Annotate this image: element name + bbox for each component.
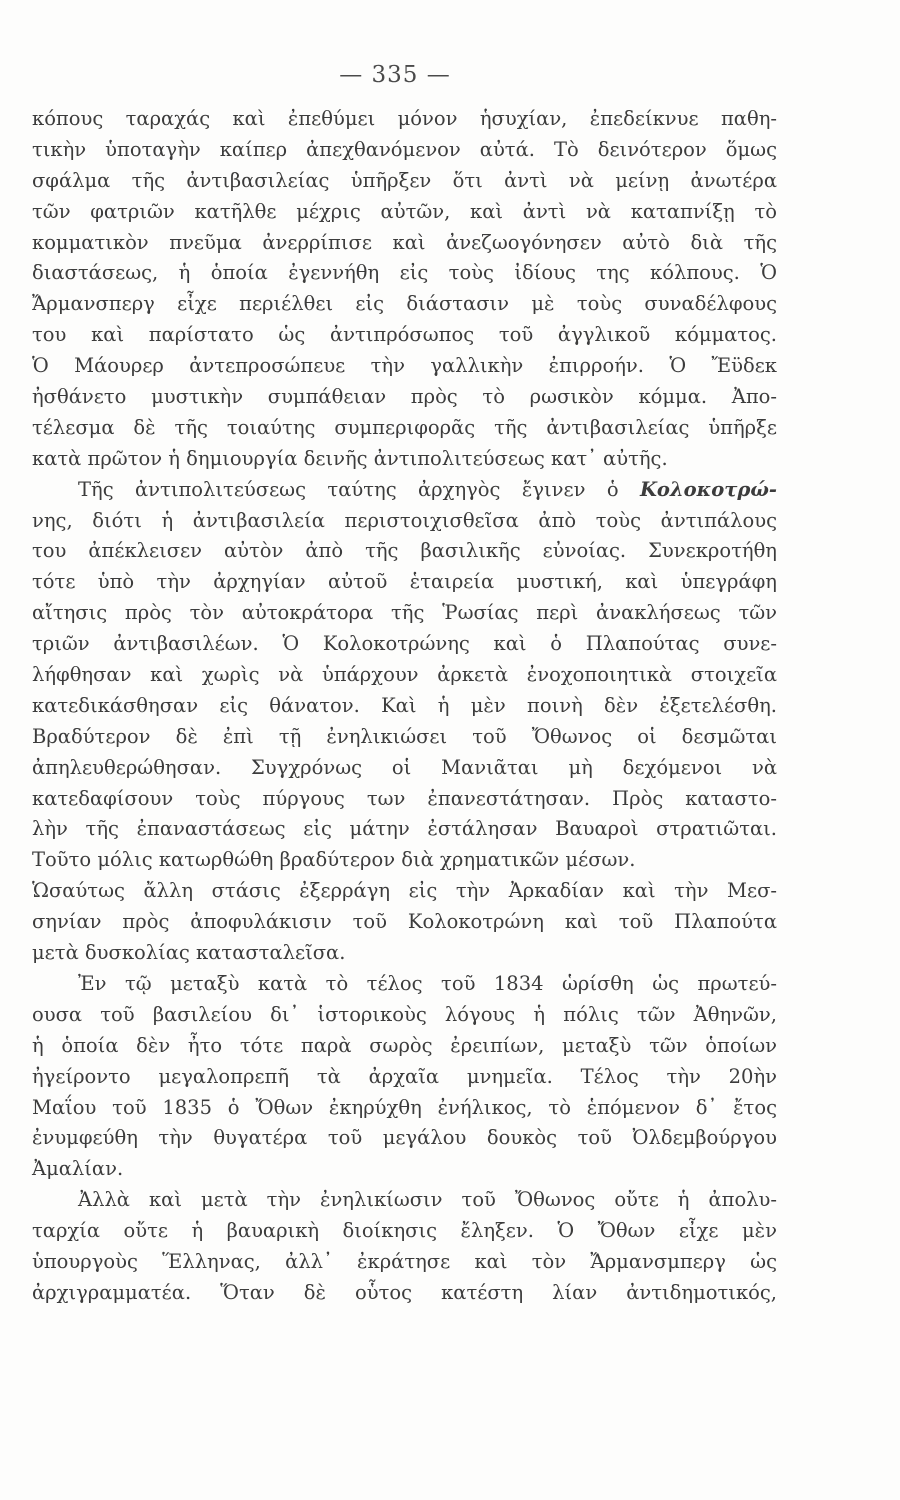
text-line: ἀρχιγραμματέα. Ὅταν δὲ οὗτος κατέστη λίαν ἀντιδημοτικός, <box>32 1280 777 1304</box>
text-line: τῶν φατριῶν κατῆλθε μέχρις αὐτῶν, καὶ ἀντὶ νὰ καταπνίξῃ τὸ <box>32 199 777 223</box>
text-line: Βραδύτερον δὲ ἐπὶ τῇ ἐνηλικιώσει τοῦ Ὄθωνος οἱ δεσμῶται <box>32 724 777 748</box>
paragraph-1 <box>32 104 777 475</box>
paragraph-3 <box>32 969 777 1185</box>
text-line: Μαΐου τοῦ 1835 ὁ Ὄθων ἐκηρύχθη ἐνήλικος, τὸ ἑπόμενον δ᾽ ἔτος <box>32 1095 777 1119</box>
text-line: τριῶν ἀντιβασιλέων. Ὁ Κολοκοτρώνης καὶ ὁ Πλαπούτας συνε- <box>32 632 777 656</box>
text-line: αἴτησις πρὸς τὸν αὐτοκράτορα τῆς Ῥωσίας περὶ ἀνακλήσεως τῶν <box>32 601 777 625</box>
text-line: σηνίαν πρὸς ἀποφυλάκισιν τοῦ Κολοκοτρώνη καὶ τοῦ Πλαπούτα <box>32 910 777 934</box>
text-line: κομματικὸν πνεῦμα ἀνερρίπισε καὶ ἀνεζωογόνησεν αὐτὸ διὰ τῆς <box>32 230 777 254</box>
page-number: — 335 — <box>339 62 451 88</box>
text-line: ταρχία οὔτε ἡ βαυαρικὴ διοίκησις ἔληξεν. Ὁ Ὄθων εἶχε μὲν <box>32 1219 777 1243</box>
text-line: ἠγείροντο μεγαλοπρεπῆ τὰ ἀρχαῖα μνημεῖα. Τέλος τὴν 20ὴν <box>32 1064 777 1088</box>
text-line: ἡ ὁποία δὲν ἦτο τότε παρὰ σωρὸς ἐρειπίων, μεταξὺ τῶν ὁποίων <box>32 1033 777 1057</box>
text-line: τότε ὑπὸ τὴν ἀρχηγίαν αὐτοῦ ἑταιρεία μυστική, καὶ ὑπεγράφη <box>32 570 777 594</box>
text-line: λὴν τῆς ἐπαναστάσεως εἰς μάτην ἐστάλησαν Βαυαροὶ στρατιῶται. <box>32 817 777 841</box>
text-line <box>32 475 777 506</box>
emphasized-name: Κολοκοτρώ- <box>639 477 777 501</box>
text-line: ὑπουργοὺς Ἕλληνας, ἀλλ᾽ ἐκράτησε καὶ τὸν Ἄρμανσμπεργ ὡς <box>32 1249 777 1273</box>
text-line: Ἀμαλίαν. <box>32 1157 124 1181</box>
text-line: Ἀλλὰ καὶ μετὰ τὴν ἐνηλικίωσιν τοῦ Ὄθωνος οὔτε ἡ ἀπολυ- <box>78 1188 777 1212</box>
text-line: Ὁ Μάουρερ ἀντεπροσώπευε τὴν γαλλικὴν ἐπιρροήν. Ὁ Ἔϋδεκ <box>32 354 777 378</box>
text-line: τικὴν ὑποταγὴν καίπερ ἀπεχθανόμενον αὐτά. Τὸ δεινότερον ὅμως <box>32 137 777 161</box>
text-line: κατὰ πρῶτον ἡ δημιουργία δεινῆς ἀντιπολιτεύσεως κατ᾽ αὐτῆς. <box>32 446 668 470</box>
text-line: του ἀπέκλεισεν αὐτὸν ἀπὸ τῆς βασιλικῆς εὐνοίας. Συνεκροτήθη <box>32 539 777 563</box>
text-line: μετὰ δυσκολίας κατασταλεῖσα. <box>32 941 346 965</box>
text-line: λήφθησαν καὶ χωρὶς νὰ ὑπάρχουν ἀρκετὰ ἐνοχοποιητικὰ στοιχεῖα <box>32 663 777 687</box>
text-line: ουσα τοῦ βασιλείου δι᾽ ἱστορικοὺς λόγους ἡ πόλις τῶν Ἀθηνῶν, <box>32 1002 777 1026</box>
text-line: διαστάσεως, ἡ ὁποία ἐγεννήθη εἰς τοὺς ἰδίους της κόλπους. Ὁ <box>32 261 777 285</box>
text-line: του καὶ παρίστατο ὡς ἀντιπρόσωπος τοῦ ἀγγλικοῦ κόμματος. <box>32 323 777 347</box>
text-fragment: Τῆς ἀντιπολιτεύσεως ταύτης ἀρχηγὸς ἔγινεν ὁ <box>78 477 640 501</box>
text-line: κόπους ταραχάς καὶ ἐπεθύμει μόνον ἡσυχίαν, ἐπεδείκνυε παθη- <box>32 107 777 130</box>
text-line: Ὡσαύτως ἄλλη στάσις ἐξερράγη εἰς τὴν Ἀρκαδίαν καὶ τὴν Μεσ- <box>32 879 777 903</box>
text-line: κατεδικάσθησαν εἰς θάνατον. Καὶ ἡ μὲν ποινὴ δὲν ἐξετελέσθη. <box>32 693 777 717</box>
text-line: σφάλμα τῆς ἀντιβασιλείας ὑπῆρξεν ὅτι ἀντὶ νὰ μείνῃ ἀνωτέρα <box>32 168 777 192</box>
text-line: ἀπηλευθερώθησαν. Συγχρόνως οἱ Μανιᾶται μὴ δεχόμενοι νὰ <box>32 755 777 779</box>
text-line: κατεδαφίσουν τοὺς πύργους των ἐπανεστάτησαν. Πρὸς καταστο- <box>32 786 777 810</box>
text-line: Τοῦτο μόλις κατωρθώθη βραδύτερον διὰ χρηματικῶν μέσων. <box>32 848 636 872</box>
text-line: Ἄρμανσπεργ εἶχε περιέλθει εἰς διάστασιν μὲ τοὺς συναδέλφους <box>32 292 777 316</box>
text-line: νης, διότι ἡ ἀντιβασιλεία περιστοιχισθεῖσα ἀπὸ τοὺς ἀντιπάλους <box>32 508 777 532</box>
text-line: τέλεσμα δὲ τῆς τοιαύτης συμπεριφορᾶς τῆς ἀντιβασιλείας ὑπῆρξε <box>32 415 777 439</box>
text-line: Ἐν τῷ μεταξὺ κατὰ τὸ τέλος τοῦ 1834 ὡρίσθη ὡς πρωτεύ- <box>78 971 777 995</box>
paragraph-2 <box>32 475 777 969</box>
text-line: ἠσθάνετο μυστικὴν συμπάθειαν πρὸς τὸ ρωσικὸν κόμμα. Ἀπο- <box>32 385 777 409</box>
paragraph-4 <box>32 1185 777 1309</box>
body-text <box>32 104 777 1309</box>
text-line: ἐνυμφεύθη τὴν θυγατέρα τοῦ μεγάλου δουκὸς τοῦ Ὀλδεμβούργου <box>32 1126 777 1150</box>
